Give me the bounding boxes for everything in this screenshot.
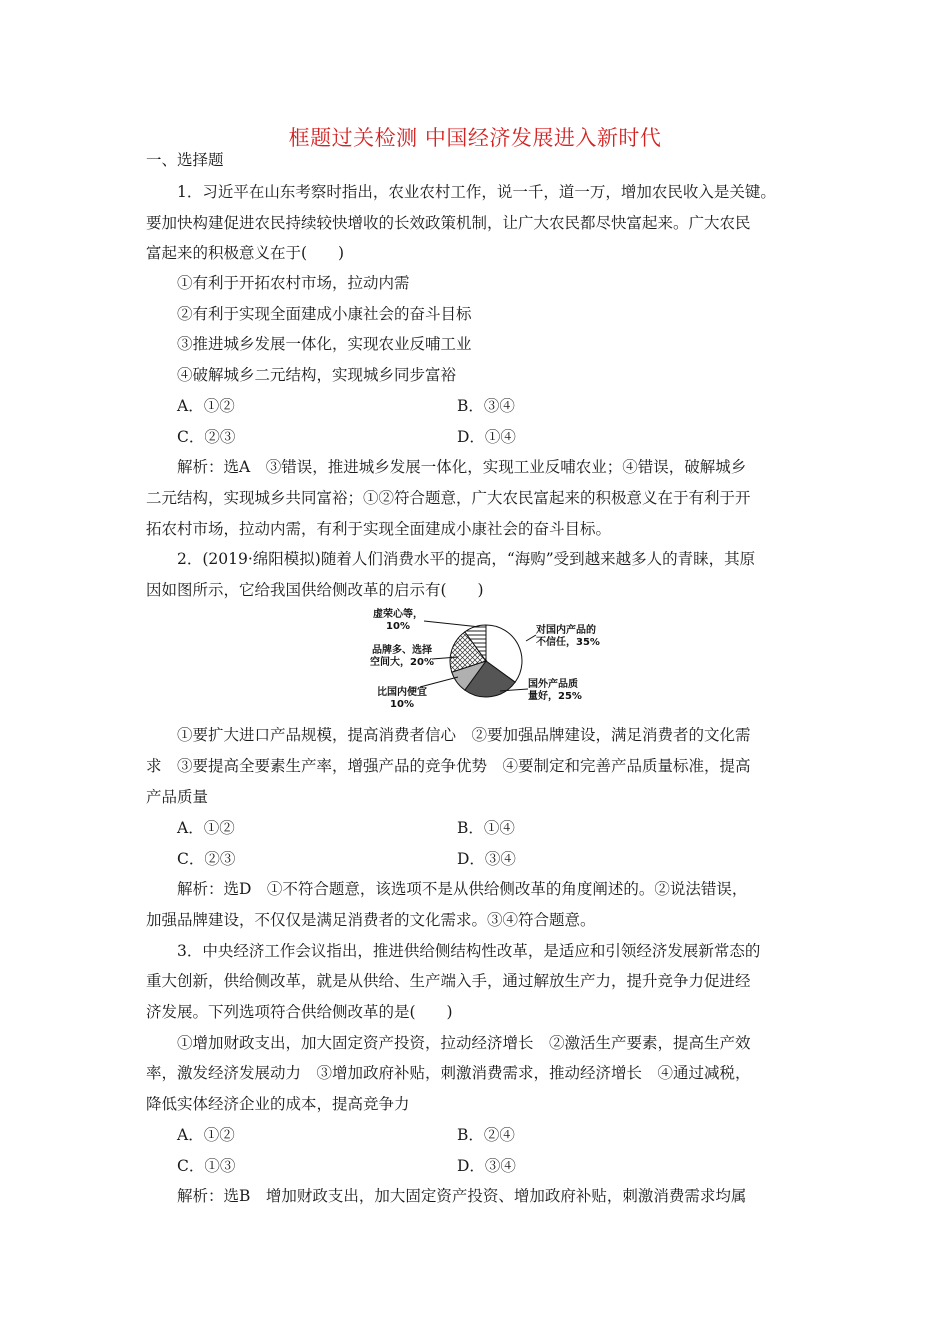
- pie-slice-label-5: 虚荣心等， 10%: [373, 609, 423, 632]
- pie-chart: [340, 605, 630, 717]
- q3-option-c: C．①③: [177, 1157, 236, 1175]
- q1-analysis-1: 解析：选A ③错误，推进城乡发展一体化，实现工业反哺农业；④错误，破解城乡: [177, 458, 747, 476]
- q2-analysis-1: 解析：选D ①不符合题意，该选项不是从供给侧改革的角度阐述的。②说法错误，: [177, 880, 748, 898]
- pie-slice-label-4: 品牌多、选择空间大，20%: [370, 645, 434, 668]
- q2-option-b: B．①④: [457, 819, 515, 837]
- q2-item-line-1: ①要扩大进口产品规模，提高消费者信心 ②要加强品牌建设，满足消费者的文化需: [177, 726, 751, 744]
- q2-item-line-3: 产品质量: [146, 788, 209, 806]
- q1-option-c: C．②③: [177, 428, 236, 446]
- q3-option-b: B．②④: [457, 1126, 515, 1144]
- q2-line-1: 2．(2019·绵阳模拟)随着人们消费水平的提高，“海购”受到越来越多人的青睐，其原: [177, 550, 756, 568]
- q2-option-c: C．②③: [177, 850, 236, 868]
- pie-slice-label-3: 比国内便宜 10%: [377, 687, 427, 710]
- q3-analysis-1: 解析：选B 增加财政支出，加大固定资产投资、增加政府补贴，刺激消费需求均属: [177, 1187, 747, 1205]
- q2-option-d: D．③④: [457, 850, 516, 868]
- q1-option-d: D．①④: [457, 428, 516, 446]
- section-heading: 一、选择题: [146, 151, 224, 169]
- pie-leader-line-5: [424, 621, 480, 627]
- q1-item-2: ②有利于实现全面建成小康社会的奋斗目标: [177, 305, 472, 323]
- pie-slice-label-2: 国外产品质量好，25%: [528, 679, 582, 702]
- pie-chart-svg: [340, 605, 630, 717]
- q3-option-d: D．③④: [457, 1157, 516, 1175]
- q1-option-a: A．①②: [177, 397, 235, 415]
- q3-line-3: 济发展。下列选项符合供给侧改革的是( ): [146, 1003, 453, 1021]
- q1-analysis-3: 拓农村市场，拉动内需，有利于实现全面建成小康社会的奋斗目标。: [146, 520, 612, 538]
- pie-leader-line-3: [420, 677, 458, 687]
- q3-item-line-3: 降低实体经济企业的成本，提高竞争力: [146, 1095, 410, 1113]
- q3-line-2: 重大创新，供给侧改革，就是从供给、生产端入手，通过解放生产力，提升竞争力促进经: [146, 972, 751, 990]
- q1-item-4: ④破解城乡二元结构，实现城乡同步富裕: [177, 366, 457, 384]
- q3-line-1: 3．中央经济工作会议指出，推进供给侧结构性改革，是适应和引领经济发展新常态的: [177, 942, 761, 960]
- pie-leader-line-1: [526, 635, 536, 641]
- q1-line-2: 要加快构建促进农民持续较快增收的长效政策机制，让广大农民都尽快富起来。广大农民: [146, 214, 751, 232]
- q2-item-line-2: 求 ③要提高全要素生产率，增强产品的竞争优势 ④要制定和完善产品质量标准，提高: [146, 757, 751, 775]
- q1-item-1: ①有利于开拓农村市场，拉动内需: [177, 274, 410, 292]
- page-title: 框题过关检测 中国经济发展进入新时代: [288, 126, 662, 150]
- q1-option-b: B．③④: [457, 397, 515, 415]
- pie-slice-label-1: 对国内产品的不信任，35%: [536, 625, 600, 648]
- q1-line-1: 1．习近平在山东考察时指出，农业农村工作，说一千，道一万，增加农民收入是关键。: [177, 183, 776, 201]
- q2-analysis-2: 加强品牌建设，不仅仅是满足消费者的文化需求。③④符合题意。: [146, 911, 596, 929]
- q2-line-2: 因如图所示，它给我国供给侧改革的启示有( ): [146, 581, 484, 599]
- q1-item-3: ③推进城乡发展一体化，实现农业反哺工业: [177, 335, 472, 353]
- q1-line-3: 富起来的积极意义在于( ): [146, 244, 345, 262]
- q1-analysis-2: 二元结构，实现城乡共同富裕；①②符合题意，广大农民富起来的积极意义在于有利于开: [146, 489, 751, 507]
- q3-item-line-2: 率，激发经济发展动力 ③增加政府补贴，刺激消费需求，推动经济增长 ④通过减税，: [146, 1064, 751, 1082]
- q3-item-line-1: ①增加财政支出，加大固定资产投资，拉动经济增长 ②激活生产要素，提高生产效: [177, 1034, 751, 1052]
- q2-option-a: A．①②: [177, 819, 235, 837]
- q3-option-a: A．①②: [177, 1126, 235, 1144]
